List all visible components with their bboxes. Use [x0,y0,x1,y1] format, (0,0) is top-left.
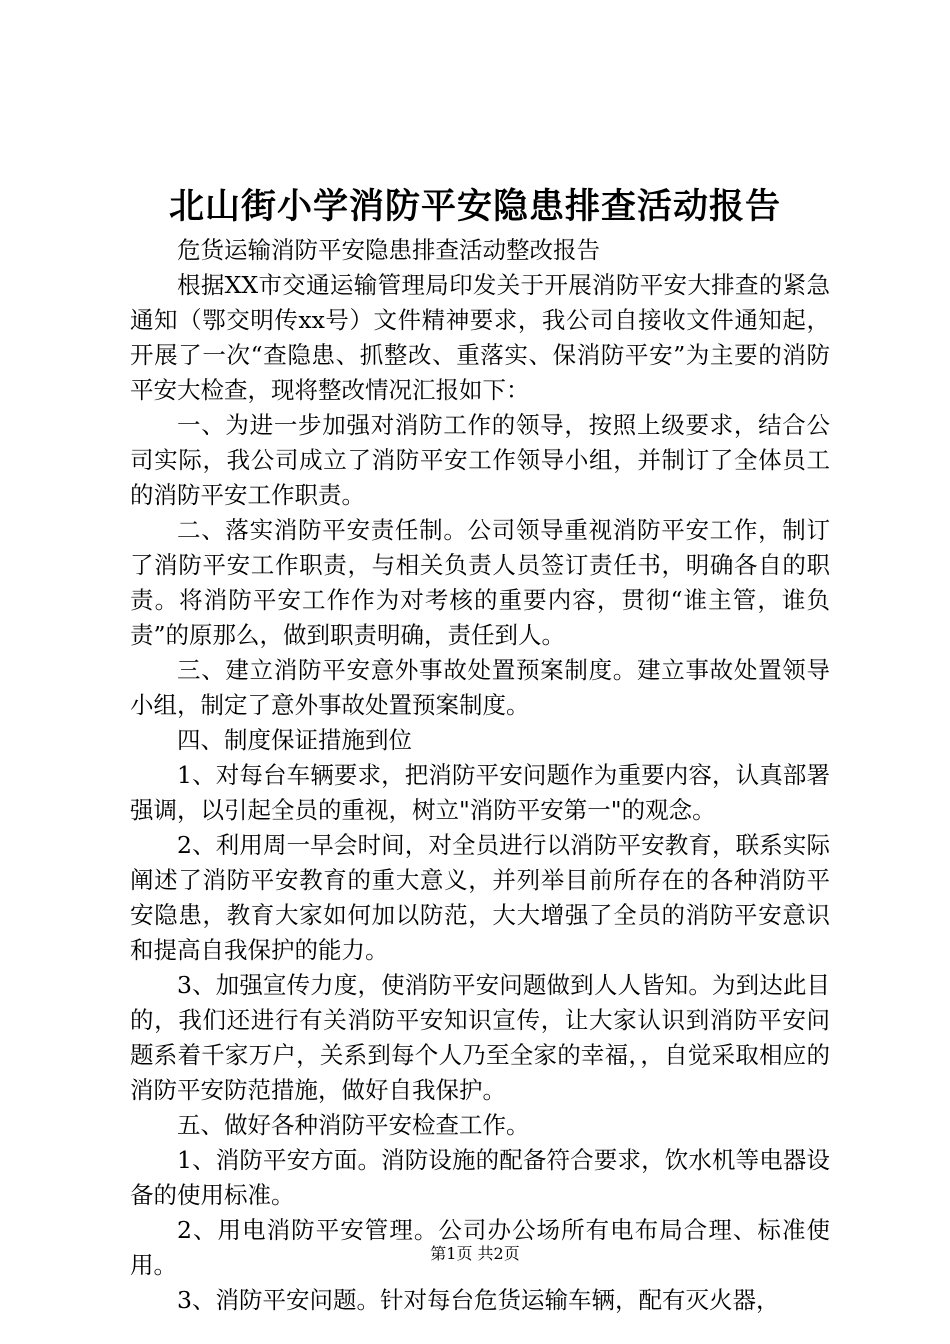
paragraph-section-4-item-3: 3、加强宣传力度，使消防平安问题做到人人皆知。为到达此目的，我们还进行有关消防平安知识宣传，让大家认识到消防平安问题系着千家万户，关系到每个人乃至全家的幸福，，自觉采取相应的消防平安防范措施，做好自我保护。 [130,971,830,1104]
paragraph-subtitle: 危货运输消防平安隐患排查活动整改报告 [177,236,600,264]
paragraph-section-4-item-1: 1、对每台车辆要求，把消防平安问题作为重要内容，认真部署强调，以引起全员的重视，树立"消防平安第一"的观念。 [130,761,830,824]
paragraph-section-5-heading: 五、做好各种消防平安检查工作。 [177,1111,530,1139]
paragraph-section-4-item-2: 2、利用周一早会时间，对全员进行以消防平安教育，联系实际阐述了消防平安教育的重大意义，并列举目前所存在的各种消防平安隐患，教育大家如何加以防范，大大增强了全员的消防平安意识和提高自我保护的能力。 [130,831,830,964]
paragraph-section-1: 一、为进一步加强对消防工作的领导，按照上级要求，结合公司实际，我公司成立了消防平安工作领导小组，并制订了全体员工的消防平安工作职责。 [130,411,830,509]
document-body [130,233,830,1318]
paragraph-section-5-item-1: 1、消防平安方面。消防设施的配备符合要求，饮水机等电器设备的使用标准。 [130,1146,830,1209]
page-footer: 第1页 共2页 [430,1244,520,1263]
paragraph-intro: 根据XX市交通运输管理局印发关于开展消防平安大排查的紧急通知（鄂交明传xx号）文件精神要求，我公司自接收文件通知起，开展了一次“查隐患、抓整改、重落实、保消防平安”为主要的消防平安大检查，现将整改情况汇报如下： [130,271,830,404]
paragraph-section-3: 三、建立消防平安意外事故处置预案制度。建立事故处置领导小组，制定了意外事故处置预案制度。 [130,656,830,719]
document-title: 北山街小学消防平安隐患排查活动报告 [168,187,781,227]
paragraph-section-2: 二、落实消防平安责任制。公司领导重视消防平安工作，制订了消防平安工作职责，与相关负责人员签订责任书，明确各自的职责。将消防平安工作作为对考核的重要内容，贯彻“谁主管，谁负责”的原那么，做到职责明确，责任到人。 [130,516,830,649]
paragraph-section-4-heading: 四、制度保证措施到位 [177,726,412,754]
paragraph-section-5-item-3: 3、消防平安问题。针对每台危货运输车辆，配有灭火器， [177,1286,780,1314]
paragraph-section-5-item-2: 2、用电消防平安管理。公司办公场所有电布局合理、标准使用。 [130,1216,830,1279]
